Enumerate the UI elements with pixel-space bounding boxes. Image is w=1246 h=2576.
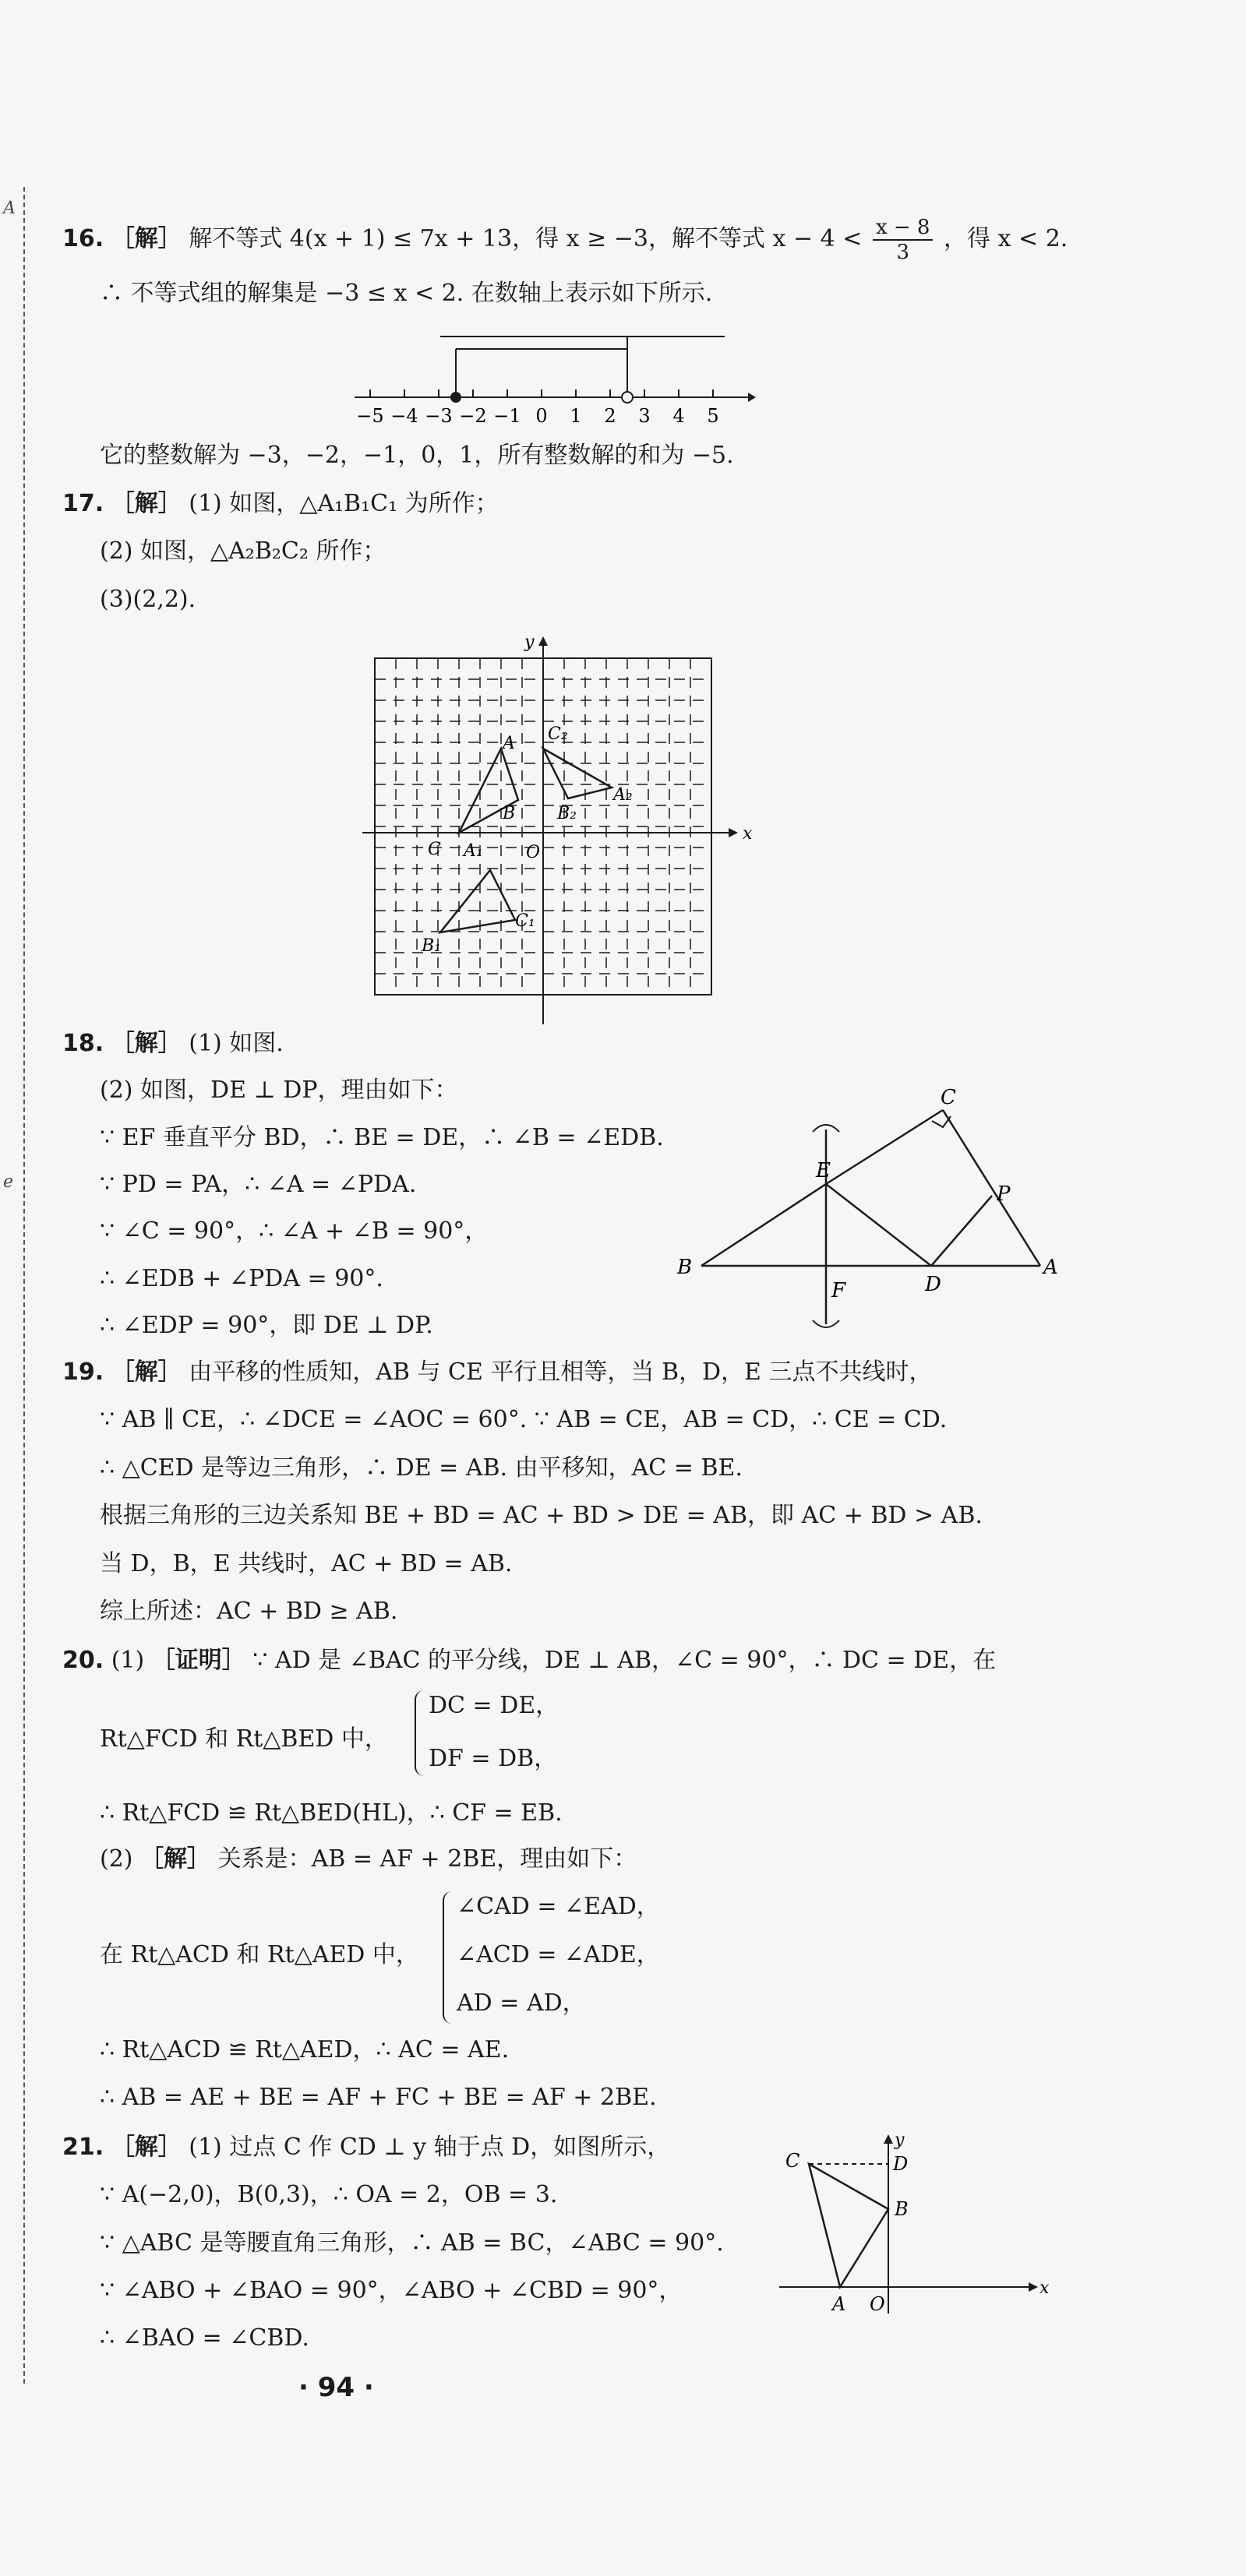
x-axis-label: x xyxy=(1040,2278,1050,2298)
open-point-2 xyxy=(622,392,633,403)
q20-line-5: 在 Rt△ACD 和 Rt△AED 中， xyxy=(100,1941,419,1968)
q20-system-1-eq2: DF = DB， xyxy=(429,1745,558,1772)
q19-line-5: 当 D，B，E 共线时，AC + BD = AB. xyxy=(100,1550,513,1577)
edge-mark-e: e xyxy=(3,1172,14,1192)
number-line-tick-label: 2 xyxy=(604,405,616,427)
q20-number: 20. xyxy=(62,1647,104,1674)
q17-grid-figure xyxy=(362,635,752,1032)
q20-system-2-eq1: ∠CAD = ∠EAD， xyxy=(457,1893,660,1920)
label-a2: A₂ xyxy=(613,785,633,805)
label-c1: C₁ xyxy=(515,911,535,931)
number-line-tick-label: 1 xyxy=(570,405,582,427)
triangle-a2b2c2 xyxy=(543,749,612,798)
q20-part-2: (2) xyxy=(100,1845,133,1873)
q18-number: 18. xyxy=(62,1030,104,1057)
q17-text-1: (1) 如图，△A₁B₁C₁ 为所作； xyxy=(189,490,499,517)
label-c: C xyxy=(785,2150,800,2172)
q18-line-6: ∴ ∠EDB + ∠PDA = 90°. xyxy=(100,1265,383,1292)
q18-text-1: (1) 如图. xyxy=(189,1030,284,1057)
q17-line-3: (3)(2,2). xyxy=(100,586,196,613)
q19-number: 19. xyxy=(62,1358,104,1386)
q18-tag: ［解］ xyxy=(111,1030,182,1057)
q20-line-3: ∴ Rt△FCD ≌ Rt△BED(HL)，∴ CF = EB. xyxy=(100,1799,563,1827)
label-a: A xyxy=(832,2293,846,2315)
label-a: A xyxy=(503,734,515,753)
segment-dp xyxy=(931,1196,992,1266)
q20-tag-proof: ［证明］ xyxy=(151,1647,245,1674)
q17-tag: ［解］ xyxy=(111,490,182,517)
q16-text-1b: ，得 x < 2. xyxy=(944,225,1068,252)
q20-line-1 xyxy=(62,1645,996,1676)
q16-tag: ［解］ xyxy=(111,225,182,252)
q19-line-3: ∴ △CED 是等边三角形，∴ DE = AB. 由平移知，AC = BE. xyxy=(100,1454,743,1482)
q20-system-2-eq2: ∠ACD = ∠ADE， xyxy=(457,1941,660,1968)
q21-line-1 xyxy=(62,2132,670,2163)
q21-text-1: (1) 过点 C 作 CD ⊥ y 轴于点 D，如图所示， xyxy=(189,2134,671,2161)
q20-brace-2 xyxy=(443,1891,452,2024)
x-axis-label: x xyxy=(743,824,752,844)
q16-fraction-denominator: 3 xyxy=(896,241,909,264)
q20-part-1: (1) xyxy=(111,1647,145,1674)
q16-line-2: ∴ 不等式组的解集是 −3 ≤ x < 2. 在数轴上表示如下所示. xyxy=(100,280,713,307)
q16-number: 16. xyxy=(62,225,104,252)
y-axis-label: y xyxy=(524,635,535,652)
q16-text-1a: 解不等式 4(x + 1) ≤ 7x + 13，得 x ≥ −3，解不等式 x − 4 < xyxy=(189,225,863,252)
label-b2: B₂ xyxy=(557,804,577,823)
q20-system-1-eq1: DC = DE， xyxy=(429,1692,559,1719)
label-b: B xyxy=(677,1256,693,1279)
q17-number: 17. xyxy=(62,490,104,517)
q16-fraction-numerator: x − 8 xyxy=(873,216,934,241)
label-b1: B₁ xyxy=(422,936,441,956)
q21-line-5: ∴ ∠BAO = ∠CBD. xyxy=(100,2324,309,2352)
q21-line-2: ∵ A(−2,0)，B(0,3)，∴ OA = 2，OB = 3. xyxy=(100,2181,558,2208)
q20-line-2: Rt△FCD 和 Rt△BED 中， xyxy=(100,1725,388,1753)
segment-ca xyxy=(943,1110,1040,1266)
triangle-a1b1c1 xyxy=(440,870,515,932)
q19-line-4: 根据三角形的三边关系知 BE + BD = AC + BD > DE = AB，即 AC + BD > AB. xyxy=(100,1502,983,1529)
q20-system-2-eq3: AD = AD， xyxy=(457,1989,586,2017)
y-axis-arrow xyxy=(884,2134,893,2144)
q16-fraction xyxy=(873,216,934,264)
q20-text-4: 关系是：AB = AF + 2BE，理由如下： xyxy=(217,1845,637,1873)
number-line-tick-label: 0 xyxy=(535,405,548,427)
q19-text-1: 由平移的性质知，AB 与 CE 平行且相等，当 B，D，E 三点不共线时， xyxy=(189,1358,933,1386)
q16-line-1 xyxy=(62,216,1068,264)
label-c: C xyxy=(428,840,441,859)
closed-point-minus-3 xyxy=(450,392,461,403)
number-line-arrow xyxy=(748,393,756,402)
q21-figure xyxy=(779,2134,1052,2321)
label-d: D xyxy=(893,2153,909,2175)
number-line-tick-label: 4 xyxy=(672,405,685,427)
number-line-tick-label: −3 xyxy=(425,405,453,427)
label-a: A xyxy=(1043,1256,1058,1279)
q20-line-6: ∴ Rt△ACD ≌ Rt△AED，∴ AC = AE. xyxy=(100,2036,510,2063)
q16-line-3: 它的整数解为 −3，−2，−1，0，1，所有整数解的和为 −5. xyxy=(100,442,734,469)
label-f: F xyxy=(831,1279,846,1302)
number-line-tick-label: −4 xyxy=(390,405,418,427)
label-c: C xyxy=(941,1087,956,1109)
q20-line-7: ∴ AB = AE + BE = AF + FC + BE = AF + 2BE. xyxy=(100,2084,657,2111)
q21-number: 21. xyxy=(62,2134,104,2161)
q17-line-2: (2) 如图，△A₂B₂C₂ 所作； xyxy=(100,537,387,565)
label-a1: A₁ xyxy=(464,841,483,861)
q20-line-4 xyxy=(100,1844,637,1875)
y-axis-arrow xyxy=(538,636,548,646)
page-number: · 94 · xyxy=(298,2372,374,2403)
q20-tag-solution: ［解］ xyxy=(140,1845,211,1873)
binding-cut-line xyxy=(23,187,25,2384)
label-b: B xyxy=(503,804,516,823)
q18-figure xyxy=(666,1087,1071,1344)
x-axis-arrow xyxy=(729,828,738,837)
q19-line-2: ∵ AB ∥ CE，∴ ∠DCE = ∠AOC = 60°. ∵ AB = CE，AB = CD，∴ CE = CD. xyxy=(100,1406,948,1433)
q18-line-2: (2) 如图，DE ⊥ DP，理由如下： xyxy=(100,1077,458,1104)
q21-tag: ［解］ xyxy=(111,2134,182,2161)
q16-number-line xyxy=(343,327,756,428)
edge-mark-a: A xyxy=(3,199,16,218)
number-line-tick-label: 5 xyxy=(707,405,719,427)
q18-line-4: ∵ PD = PA，∴ ∠A = ∠PDA. xyxy=(100,1171,417,1198)
segment-be xyxy=(701,1184,826,1266)
q19-line-6: 综上所述：AC + BD ≥ AB. xyxy=(100,1598,398,1625)
label-p: P xyxy=(997,1182,1011,1206)
q18-line-1 xyxy=(62,1028,284,1059)
label-b: B xyxy=(895,2198,909,2220)
triangle-abc xyxy=(809,2164,888,2287)
label-o: O xyxy=(870,2293,885,2315)
q18-line-7: ∴ ∠EDP = 90°，即 DE ⊥ DP. xyxy=(100,1312,433,1339)
q19-line-1 xyxy=(62,1357,933,1388)
q17-line-1 xyxy=(62,488,499,520)
label-c2: C₂ xyxy=(548,724,568,744)
q21-line-3: ∵ △ABC 是等腰直角三角形，∴ AB = BC，∠ABC = 90°. xyxy=(100,2229,724,2257)
x-axis-arrow xyxy=(1029,2282,1038,2292)
q20-brace-1 xyxy=(415,1690,424,1776)
number-line-tick-label: −2 xyxy=(459,405,487,427)
number-line-tick-label: −5 xyxy=(356,405,384,427)
q20-text-1: ∵ AD 是 ∠BAC 的平分线，DE ⊥ AB，∠C = 90°，∴ DC = DE，在 xyxy=(252,1647,997,1674)
q18-line-3: ∵ EF 垂直平分 BD，∴ BE = DE，∴ ∠B = ∠EDB. xyxy=(100,1124,664,1151)
y-axis-label: y xyxy=(895,2134,905,2150)
segment-ed xyxy=(826,1184,931,1266)
q18-line-5: ∵ ∠C = 90°，∴ ∠A + ∠B = 90°， xyxy=(100,1218,489,1245)
origin-label: O xyxy=(526,843,541,862)
label-e: E xyxy=(816,1159,831,1182)
number-line-tick-label: 3 xyxy=(638,405,651,427)
q19-tag: ［解］ xyxy=(111,1358,182,1386)
number-line-tick-label: −1 xyxy=(493,405,521,427)
label-d: D xyxy=(925,1273,941,1296)
q21-line-4: ∵ ∠ABO + ∠BAO = 90°，∠ABO + ∠CBD = 90°， xyxy=(100,2277,683,2304)
segment-ec xyxy=(826,1110,943,1184)
